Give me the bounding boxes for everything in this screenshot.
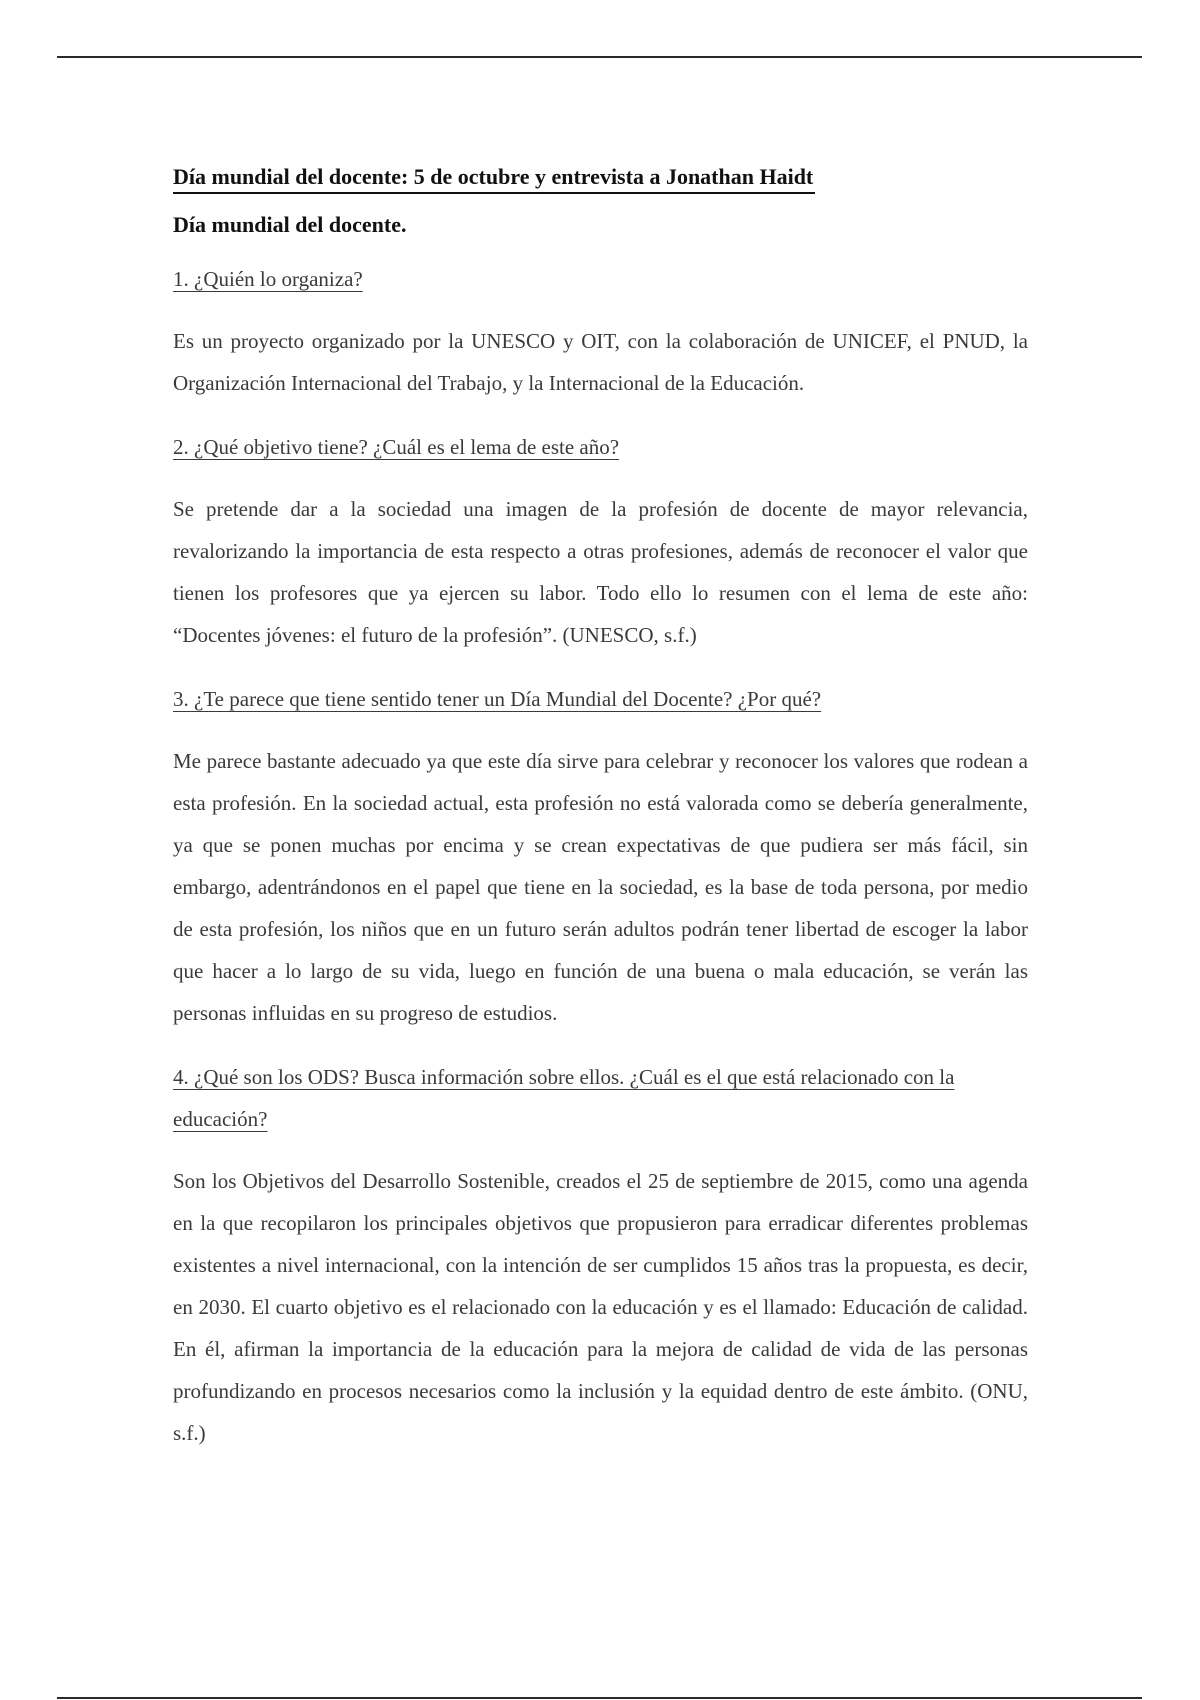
question-1: 1. ¿Quién lo organiza? [173,267,363,291]
question-3: 3. ¿Te parece que tiene sentido tener un Día Mundial del Docente? ¿Por qué? [173,687,822,711]
answer-1: Es un proyecto organizado por la UNESCO y OIT, con la colaboración de UNICEF, el PNUD, la Organización Internacional del Trabajo, y la Internacional de la Educación. [173,329,1028,395]
document-title: Día mundial del docente: 5 de octubre y entrevista a Jonathan Haidt [173,162,815,194]
top-divider [57,56,1142,58]
answer-2: Se pretende dar a la sociedad una imagen de la profesión de docente de mayor relevancia, revalorizando la importancia de esta respecto a otras profesiones, además de reconocer el valor que tienen los profesores que ya ejercen su labor. Todo ello lo resumen con el lema de este año: “Docentes jóvenes: el futuro de la profesión”. (UNESCO, s.f.) [173,497,1028,647]
document-page [173,162,1028,1476]
answer-4: Son los Objetivos del Desarrollo Sostenible, creados el 25 de septiembre de 2015, como una agenda en la que recopilaron los principales objetivos que propusieron para erradicar diferentes problemas existentes a nivel internacional, con la intención de ser cumplidos 15 años tras la propuesta, es decir, en 2030. El cuarto objetivo es el relacionado con la educación y es el llamado: Educación de calidad. En él, afirman la importancia de la educación para la mejora de calidad de vida de las personas profundizando en procesos necesarios como la inclusión y la equidad dentro de este ámbito. (ONU, s.f.) [173,1169,1028,1445]
answer-3: Me parece bastante adecuado ya que este día sirve para celebrar y reconocer los valores que rodean a esta profesión. En la sociedad actual, esta profesión no está valorada como se debería generalmente, ya que se ponen muchas por encima y se crean expectativas de que pudiera ser más fácil, sin embargo, adentrándonos en el papel que tiene en la sociedad, es la base de toda persona, por medio de esta profesión, los niños que en un futuro serán adultos podrán tener libertad de escoger la labor que hacer a lo largo de su vida, luego en función de una buena o mala educación, se verán las personas influidas en su progreso de estudios. [173,749,1028,1025]
bottom-divider [57,1697,1142,1699]
question-4: 4. ¿Qué son los ODS? Busca información sobre ellos. ¿Cuál es el que está relacionado con la educación? [173,1065,955,1131]
document-subtitle: Día mundial del docente. [173,212,407,237]
question-2: 2. ¿Qué objetivo tiene? ¿Cuál es el lema de este año? [173,435,620,459]
